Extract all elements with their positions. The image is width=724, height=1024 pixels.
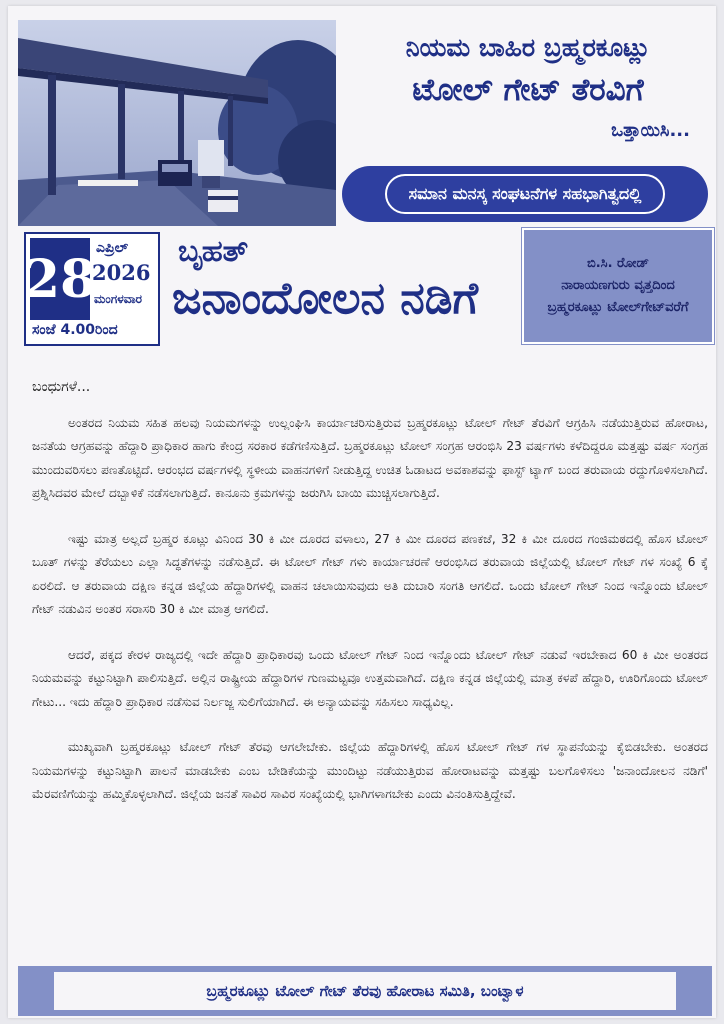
headline <box>344 30 712 141</box>
headline-line-1: ನಿಯಮ ಬಾಹಿರ ಬ್ರಹ್ಮರಕೂಟ್ಲು <box>405 33 651 62</box>
event-weekday: ಮಂಗಳವಾರ <box>94 292 143 306</box>
greeting: ಬಂಧುಗಳೆ... <box>32 379 91 395</box>
route-line-3: ಬ್ರಹ್ಮರಕೂಟ್ಲು ಟೋಲ್‌ಗೇಟ್‌ವರೆಗೆ <box>547 300 689 315</box>
route-line-2: ನಾರಾಯಣಗುರು ವೃತ್ತದಿಂದ <box>561 278 675 293</box>
headline-line-3: ಒತ್ತಾಯಿಸಿ... <box>611 120 690 141</box>
event-month: ಎಪ್ರಿಲ್ <box>96 240 129 256</box>
event-title-big: ಜನಾಂದೋಲನ ನಡಿಗೆ <box>172 273 479 324</box>
headline-line-2: ಟೋಲ್ ಗೇಟ್ ತೆರವಿಗೆ <box>412 72 644 108</box>
footer-banner <box>18 966 712 1016</box>
paragraph-4: ಮುಖ್ಯವಾಗಿ ಬ್ರಹ್ಮರಕೂಟ್ಲು ಟೋಲ್ ಗೇಟ್ ತೆರವು ಆಗಲೇಬೇಕು. ಜಿಲ್ಲೆಯ ಹೆದ್ದಾರಿಗಳಲ್ಲಿ ಹೊಸ ಟೋಲ್ ಗೇಟ್ ಗಳ ಸ್ಥಾಪನೆಯನ್ನು ಕೈಬಿಡಬೇಕು. ಅಂತರದ ನಿಯಮಗಳನ್ನು ಕಟ್ಟುನಿಟ್ಟಾಗಿ ಪಾಲನೆ ಮಾಡಬೇಕು ಎಂಬ ಬೇಡಿಕೆಯನ್ನು ಮುಂದಿಟ್ಟು ನಡೆಯುತ್ತಿರುವ ಹೋರಾಟವನ್ನು ಮತ್ತಷ್ಟು ಬಲಗೊಳಿಸಲು 'ಜನಾಂದೋಲನ ನಡಿಗೆ' ಮೆರವಣಿಗೆಯನ್ನು ಹಮ್ಮಿಕೊಳ್ಳಲಾಗಿದೆ. ಜಿಲ್ಲೆಯ ಜನತೆ ಸಾವಿರ ಸಾವಿರ ಸಂಖ್ಯೆಯಲ್ಲಿ ಭಾಗಿಗಳಾಗಬೇಕು ಎಂದು ವಿನಂತಿಸುತ್ತಿದ್ದೇವೆ. <box>32 740 708 801</box>
partnership-banner <box>342 166 708 222</box>
event-day: 28 <box>30 238 90 320</box>
poster <box>8 6 716 1018</box>
route-line-1: ಬಿ.ಸಿ. ರೋಡ್ <box>587 256 649 271</box>
event-title-small: ಬೃಹತ್ <box>178 234 249 269</box>
route-box <box>522 228 714 344</box>
partnership-text: ಸಮಾನ ಮನಸ್ಕ ಸಂಘಟನೆಗಳ ಸಹಭಾಗಿತ್ವದಲ್ಲಿ <box>385 174 666 214</box>
event-date-box <box>24 232 160 346</box>
event-title <box>172 234 512 328</box>
paragraph-2: ಇಷ್ಟು ಮಾತ್ರ ಅಲ್ಲದೆ ಬ್ರಹ್ಮರ ಕೂಟ್ಲು ವಿನಿಂದ 30 ಕಿ ಮೀ ದೂರದ ವಳಾಲು, 27 ಕಿ ಮೀ ದೂರದ ಪಣಕಜೆ, 32 ಕಿ ಮೀ ದೂರದ ಗಂಜಿಮಠದಲ್ಲಿ ಹೊಸ ಟೋಲ್ ಬೂತ್ ಗಳನ್ನು ತೆರೆಯಲು ಎಲ್ಲಾ ಸಿದ್ಧತೆಗಳನ್ನು ನಡೆಸುತ್ತಿದೆ. ಈ ಟೋಲ್ ಗೇಟ್ ಗಳು ಕಾರ್ಯಾಚರಣೆ ಆರಂಭಿಸಿದ ತರುವಾಯ ಜಿಲ್ಲೆಯಲ್ಲಿ ಟೋಲ್ ಗೇಟ್ ಗಳ ಸಂಖ್ಯೆ 6 ಕ್ಕೆ ಏರಲಿದೆ. ಆ ತರುವಾಯ ದಕ್ಷಿಣ ಕನ್ನಡ ಜಿಲ್ಲೆಯ ಹೆದ್ದಾರಿಗಳಲ್ಲಿ ವಾಹನ ಚಲಾಯಿಸುವುದು ಅತಿ ದುಬಾರಿ ಸಂಗತಿ ಆಗಲಿದೆ. ಒಂದು ಟೋಲ್ ಗೇಟ್ ನಿಂದ ಇನ್ನೊಂದು ಟೋಲ್ ಗೇಟ್ ನಡುವಿನ ಅಂತರ ಸರಾಸರಿ 30 ಕಿ ಮೀ ಮಾತ್ರ ಆಗಲಿದೆ. <box>32 531 708 616</box>
body-text <box>32 376 708 829</box>
toll-plaza-photo <box>18 20 336 226</box>
footer-text: ಬ್ರಹ್ಮರಕೂಟ್ಲು ಟೋಲ್ ಗೇಟ್ ತೆರವು ಹೋರಾಟ ಸಮಿತಿ, ಬಂಟ್ವಾಳ <box>54 972 676 1010</box>
event-year: 2026 <box>92 260 151 285</box>
paragraph-3: ಆದರೆ, ಪಕ್ಕದ ಕೇರಳ ರಾಜ್ಯದಲ್ಲಿ ಇದೇ ಹೆದ್ದಾರಿ ಪ್ರಾಧಿಕಾರವು ಒಂದು ಟೋಲ್ ಗೇಟ್ ನಿಂದ ಇನ್ನೊಂದು ಟೋಲ್ ಗೇಟ್ ನಡುವೆ ಇರಬೇಕಾದ 60 ಕಿ ಮೀ ಅಂತರದ ನಿಯಮವನ್ನು ಕಟ್ಟುನಿಟ್ಟಾಗಿ ಪಾಲಿಸುತ್ತಿದೆ. ಅಲ್ಲಿನ ರಾಷ್ಟ್ರೀಯ ಹೆದ್ದಾರಿಗಳ ಗುಣಮಟ್ಟವೂ ಉತ್ತಮವಾಗಿದೆ. ದಕ್ಷಿಣ ಕನ್ನಡ ಜಿಲ್ಲೆಯಲ್ಲಿ ಮಾತ್ರ ಕಳಪೆ ಹೆದ್ದಾರಿ, ಊರಿಗೊಂದು ಟೋಲ್ ಗೇಟು... ಇದು ಹೆದ್ದಾರಿ ಪ್ರಾಧಿಕಾರ ನಡೆಸುವ ನಿರ್ಲಜ್ಜ ಸುಲಿಗೆಯಾಗಿದೆ. ಈ ಅನ್ಯಾಯವನ್ನು ಸಹಿಸಲು ಸಾಧ್ಯವಿಲ್ಲ. <box>32 647 708 709</box>
toll-plaza-illustration <box>18 20 336 226</box>
event-time: ಸಂಜೆ 4.00ರಿಂದ <box>32 322 118 338</box>
paragraph-1: ಅಂತರದ ನಿಯಮ ಸಹಿತ ಹಲವು ನಿಯಮಗಳನ್ನು ಉಲ್ಲಂಘಿಸಿ ಕಾರ್ಯಾಚರಿಸುತ್ತಿರುವ ಬ್ರಹ್ಮರಕೂಟ್ಲು ಟೋಲ್ ಗೇಟ್ ತೆರವಿಗೆ ಆಗ್ರಹಿಸಿ ನಡೆಯುತ್ತಿರುವ ಹೋರಾಟ, ಜನತೆಯ ಆಗ್ರಹವನ್ನು ಹೆದ್ದಾರಿ ಪ್ರಾಧಿಕಾರ ಹಾಗು ಕೇಂದ್ರ ಸರಕಾರ ಕಡೆಗಣಿಸುತ್ತಿದೆ. ಬ್ರಹ್ಮರಕೂಟ್ಲು ಟೋಲ್ ಸಂಗ್ರಹ ಆರಂಭಿಸಿ 23 ವರ್ಷಗಳು ಕಳೆದಿದ್ದರೂ ಮತ್ತಷ್ಟು ವರ್ಷ ಸಂಗ್ರಹ ಮುಂದುವರಿಸಲು ಪಣತೊಟ್ಟಿದೆ. ಆರಂಭದ ವರ್ಷಗಳಲ್ಲಿ ಸ್ಥಳೀಯ ವಾಹನಗಳಿಗೆ ನೀಡುತ್ತಿದ್ದ ಉಚಿತ ಓಡಾಟದ ಅವಕಾಶವನ್ನು ಫಾಸ್ಟ್ ಟ್ಯಾಗ್ ಬಂದ ತರುವಾಯ ರದ್ದುಗೊಳಿಸಲಾಗಿದೆ. ಪ್ರಶ್ನಿಸಿದವರ ಮೇಲೆ ದಬ್ಬಾಳಿಕೆ ನಡೆಸಲಾಗುತ್ತಿದೆ. ಕಾನೂನು ಕ್ರಮಗಳನ್ನು ಜರುಗಿಸಿ ಬಾಯಿ ಮುಚ್ಚಿಸಲಾಗುತ್ತಿದೆ. <box>32 415 708 500</box>
